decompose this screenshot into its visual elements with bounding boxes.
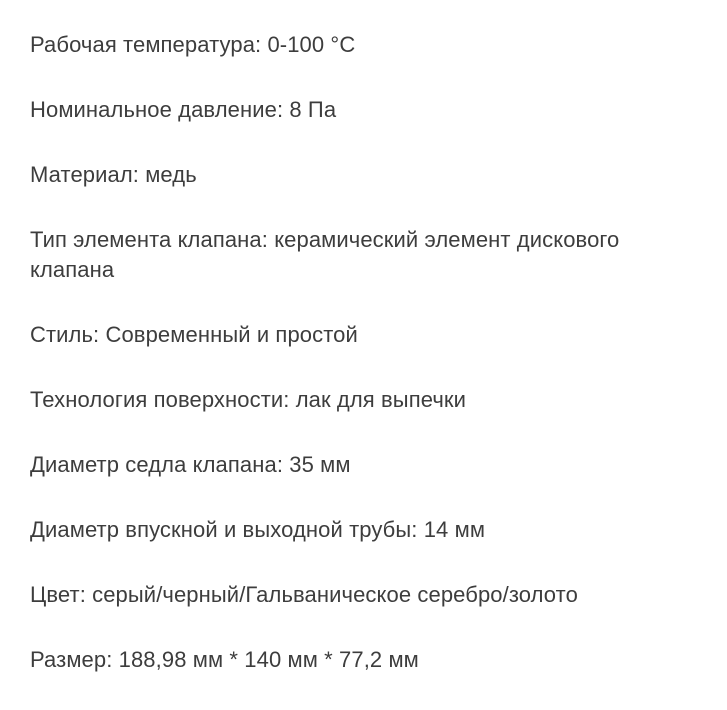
spec-valve-seat-diameter: Диаметр седла клапана: 35 мм — [30, 452, 351, 477]
spec-surface-technology: Технология поверхности: лак для выпечки — [30, 387, 467, 412]
spec-size: Размер: 188,98 мм * 140 мм * 77,2 мм — [30, 647, 419, 672]
spec-pipe-diameter: Диаметр впускной и выходной трубы: 14 мм — [30, 517, 486, 542]
spec-color: Цвет: серый/черный/Гальваническое серебро/золото — [30, 582, 578, 607]
spec-material: Материал: медь — [30, 162, 197, 187]
spec-nominal-pressure: Номинальное давление: 8 Па — [30, 97, 337, 122]
spec-working-temperature: Рабочая температура: 0-100 °C — [30, 32, 356, 57]
spec-list — [30, 30, 710, 710]
spec-style: Стиль: Современный и простой — [30, 322, 358, 347]
spec-valve-element-type: Тип элемента клапана: керамический элемент дискового клапана — [30, 227, 620, 282]
